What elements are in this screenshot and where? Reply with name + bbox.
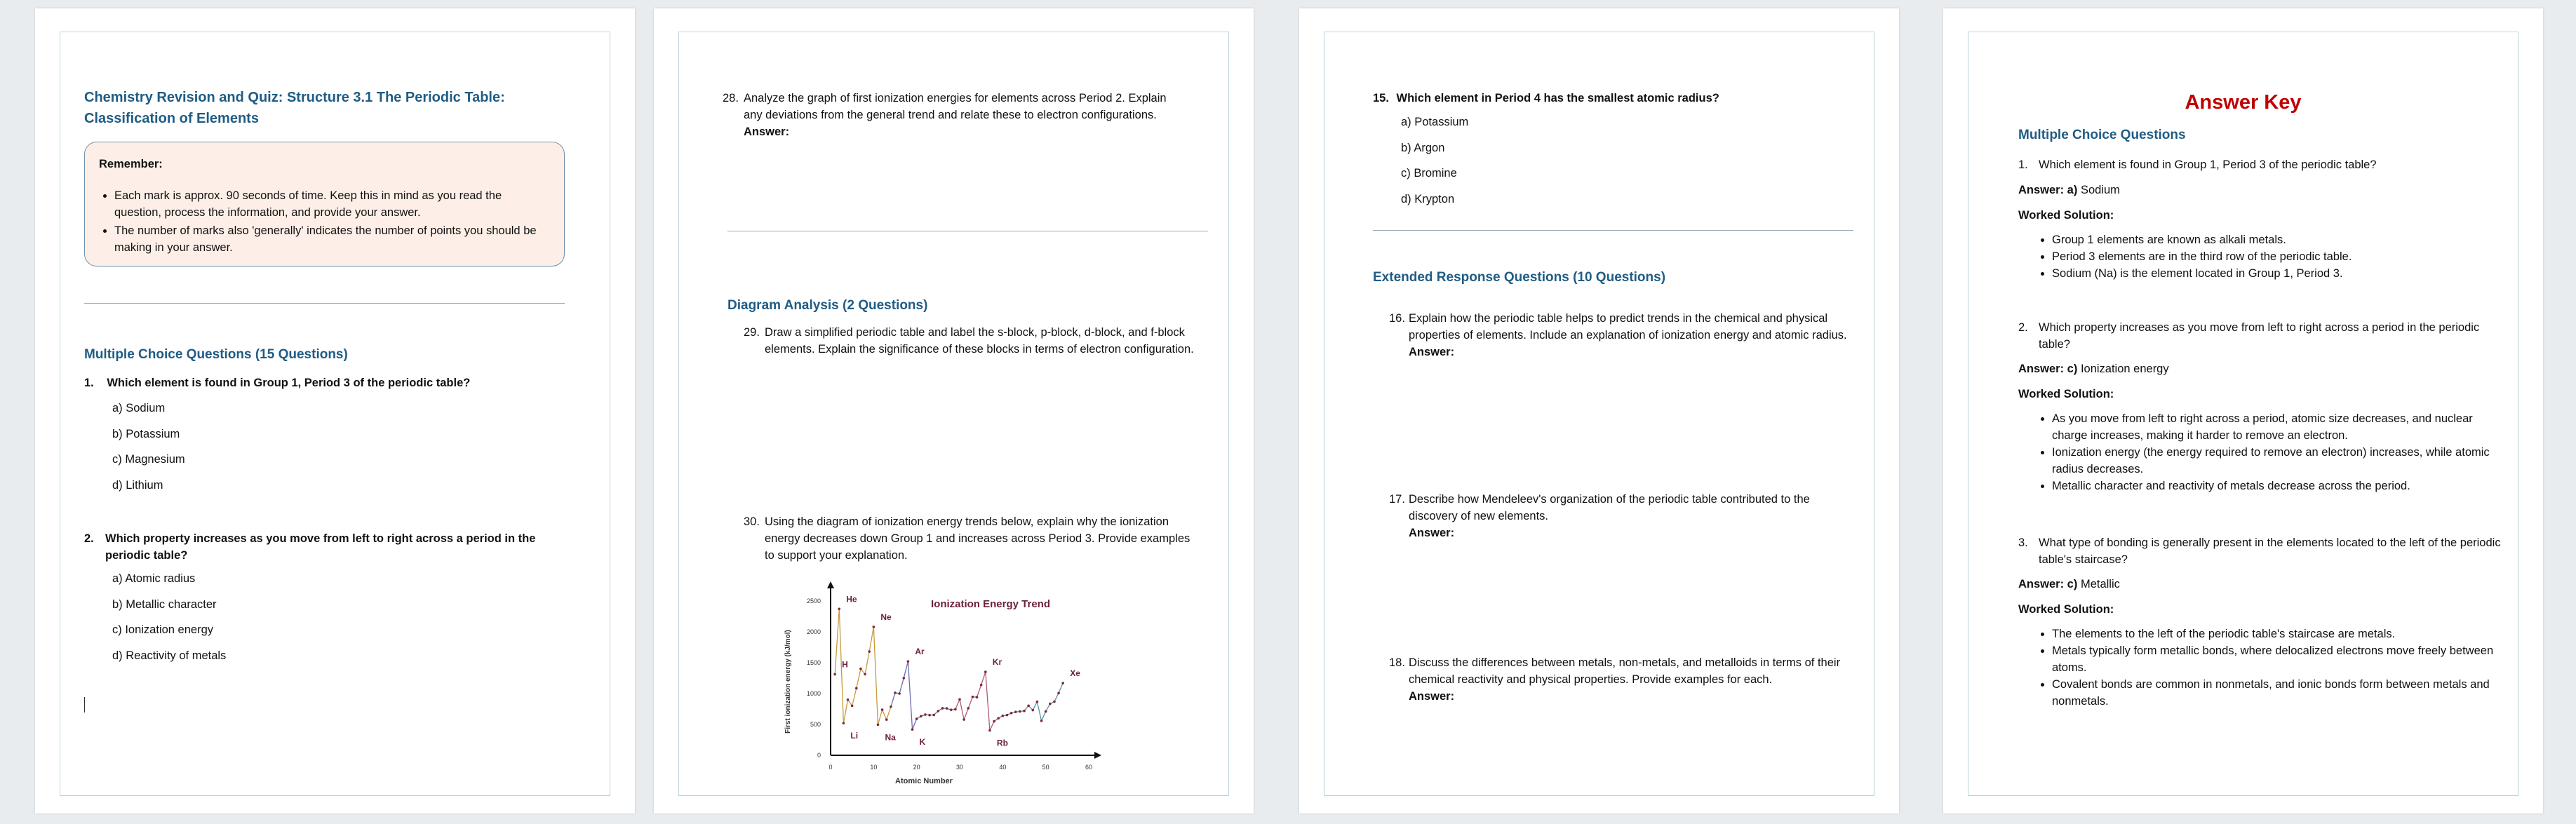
data-point xyxy=(907,660,910,663)
data-point xyxy=(932,714,935,717)
worked-solution-label: Worked Solution: xyxy=(2018,603,2114,616)
solution-point: • As you move from left to right across a period, atomic size decreases, and nuclear charge increases, making it harder to remove an electron. xyxy=(2052,410,2502,444)
solution-point: • Ionization energy (the energy required to remove an electron) increases, while atomic radius decreases. xyxy=(2052,444,2502,478)
data-point xyxy=(898,692,901,695)
question-2 xyxy=(84,530,547,564)
data-point xyxy=(920,715,923,717)
answer-key-title: Answer Key xyxy=(2185,91,2302,114)
divider xyxy=(84,303,565,304)
series-segment xyxy=(977,685,981,698)
option: a) Atomic radius xyxy=(112,572,196,585)
solution-point: • Covalent bonds are common in nonmetals, and ionic bonds form between metals and nonmetals. xyxy=(2052,676,2502,710)
question-number: 30. xyxy=(744,515,760,528)
question-29 xyxy=(744,324,1200,358)
solution-point: • Period 3 elements are in the third row of the periodic table. xyxy=(2052,248,2502,265)
question-number: 3. xyxy=(2018,536,2028,549)
data-point xyxy=(954,708,957,711)
data-point xyxy=(993,720,995,723)
question-text: Describe how Mendeleev's organization of the periodic table contributed to the discovery of new elements. xyxy=(1409,493,1810,522)
question-text: What type of bonding is generally present in the elements located to the left of the periodic table's staircase? xyxy=(2039,536,2501,566)
series-segment xyxy=(955,699,960,709)
series-segment xyxy=(887,707,891,720)
series-segment xyxy=(899,678,904,694)
x-tick-label: 0 xyxy=(829,764,833,771)
data-label: Ar xyxy=(915,647,925,657)
series-segment xyxy=(891,693,895,707)
chart-ylabel: First ionization energy (kJ/mol) xyxy=(784,630,792,734)
remember-heading: Remember: xyxy=(99,158,163,170)
divider xyxy=(1373,230,1853,231)
answer-value: Metallic xyxy=(2077,578,2120,590)
worked-solution-list xyxy=(2052,626,2502,710)
series-segment xyxy=(843,700,847,723)
data-point xyxy=(1006,714,1009,717)
x-tick-label: 20 xyxy=(913,764,920,771)
data-label: K xyxy=(919,737,926,748)
question-18 xyxy=(1389,654,1858,705)
option: d) Lithium xyxy=(112,479,163,492)
data-point xyxy=(1031,709,1034,712)
data-point xyxy=(1027,704,1030,707)
data-point xyxy=(911,728,914,731)
chart-title: Ionization Energy Trend xyxy=(930,598,1051,610)
mcq-heading: Multiple Choice Questions (15 Questions) xyxy=(84,347,348,362)
question-text: Which property increases as you move from left to right across a period in the periodic table? xyxy=(2039,321,2480,351)
data-point xyxy=(1010,712,1013,715)
x-tick-label: 10 xyxy=(870,764,878,771)
series-segment xyxy=(990,722,994,731)
answer-value: Sodium xyxy=(2077,184,2120,196)
document-title: Chemistry Revision and Quiz: Structure 3.1 The Periodic Table: Classification of Elements xyxy=(84,90,505,126)
text-cursor[interactable] xyxy=(84,697,85,712)
series-segment xyxy=(1037,702,1041,721)
worked-solution-list xyxy=(2052,231,2502,282)
data-point xyxy=(980,684,983,687)
answer-key-item-1 xyxy=(2018,156,2502,282)
question-1 xyxy=(84,374,575,391)
answer-label: Answer: xyxy=(1409,346,1455,358)
question-number: 2. xyxy=(2018,321,2028,334)
data-point xyxy=(997,717,1000,720)
series-segment xyxy=(1059,683,1063,693)
series-segment xyxy=(883,710,887,720)
y-axis-arrow xyxy=(827,581,834,588)
option: b) Metallic character xyxy=(112,598,217,611)
solution-point: • Metals typically form metallic bonds, where delocalized electrons move freely between atoms. xyxy=(2052,642,2502,676)
worked-solution-label: Worked Solution: xyxy=(2018,209,2114,222)
remember-box xyxy=(84,142,565,266)
data-point xyxy=(1023,710,1026,712)
y-tick-label: 2500 xyxy=(806,597,821,605)
data-point xyxy=(915,717,918,720)
question-number: 17. xyxy=(1389,493,1405,506)
series-segment xyxy=(904,661,908,678)
page-3 xyxy=(1299,8,1899,813)
solution-point: • Metallic character and reactivity of metals decrease across the period. xyxy=(2052,478,2502,494)
data-point xyxy=(950,708,953,711)
data-point xyxy=(1002,715,1005,717)
data-point xyxy=(1014,710,1017,713)
option: b) Argon xyxy=(1401,142,1445,154)
extended-heading: Extended Response Questions (10 Questions) xyxy=(1373,270,1666,285)
option: c) Magnesium xyxy=(112,453,185,466)
question-text: Which element is found in Group 1, Period 3 of the periodic table? xyxy=(2039,158,2377,171)
data-point xyxy=(847,698,850,701)
answer-value: Ionization energy xyxy=(2077,363,2169,375)
data-point xyxy=(928,714,931,717)
data-point xyxy=(881,708,884,711)
answer-label: Answer: xyxy=(1409,527,1455,539)
data-point xyxy=(843,722,845,724)
question-text: Which property increases as you move from left to right across a period in the periodic table? xyxy=(105,532,536,562)
data-label: Rb xyxy=(996,738,1008,748)
question-number: 16. xyxy=(1389,312,1405,325)
question-30 xyxy=(744,513,1200,564)
question-text: Using the diagram of ionization energy trends below, explain why the ionization energy decreases down Group 1 and increases across Period 3. Provide examples to support your explanation. xyxy=(765,515,1190,562)
data-point xyxy=(855,687,858,690)
series-segment xyxy=(878,710,882,724)
answer-key-mcq-heading: Multiple Choice Questions xyxy=(2018,128,2186,142)
x-tick-label: 50 xyxy=(1042,764,1049,771)
ionization-energy-chart xyxy=(780,569,1110,790)
answer-label: Answer: xyxy=(1409,690,1455,703)
data-point xyxy=(984,670,987,673)
answer-key-item-3 xyxy=(2018,534,2502,710)
remember-list xyxy=(114,187,549,256)
question-text: Which element is found in Group 1, Period 3 of the periodic table? xyxy=(107,377,471,389)
question-28 xyxy=(723,90,1186,140)
series-segment xyxy=(869,627,873,651)
data-point xyxy=(873,626,876,628)
answer-label: Answer: c) xyxy=(2018,363,2078,375)
x-tick-label: 30 xyxy=(955,764,964,771)
question-number: 1. xyxy=(84,377,94,389)
series-segment xyxy=(913,719,917,729)
data-label: Kr xyxy=(992,657,1002,668)
data-point xyxy=(976,696,979,698)
page-4 xyxy=(1943,8,2543,813)
data-point xyxy=(988,729,991,732)
worked-solution-label: Worked Solution: xyxy=(2018,388,2114,400)
data-label: Ne xyxy=(880,612,892,622)
option: d) Krypton xyxy=(1401,193,1455,205)
series-segment xyxy=(852,688,857,705)
series-segment xyxy=(1046,704,1050,712)
y-tick-label: 1000 xyxy=(806,690,821,697)
option: d) Reactivity of metals xyxy=(112,649,227,662)
data-label: H xyxy=(842,659,848,670)
question-text: Analyze the graph of first ionization energies for elements across Period 2. Explain any deviations from the general trend and relate these to electron configurations. xyxy=(744,92,1167,121)
series-segment xyxy=(908,661,912,729)
chart-xlabel: Atomic Number xyxy=(895,777,953,785)
data-label: Xe xyxy=(1070,668,1080,679)
series-segment xyxy=(835,609,839,674)
option: c) Bromine xyxy=(1401,167,1457,180)
series-segment xyxy=(865,651,869,674)
page-2 xyxy=(654,8,1254,813)
data-point xyxy=(967,707,970,710)
chart-series xyxy=(833,607,1064,731)
option: a) Sodium xyxy=(112,402,166,414)
series-segment xyxy=(1042,712,1046,721)
solution-point: • The elements to the left of the periodic table's staircase are metals. xyxy=(2052,626,2502,642)
series-segment xyxy=(986,672,990,730)
data-label: He xyxy=(846,594,857,605)
data-point xyxy=(958,698,961,701)
data-label: Na xyxy=(885,732,896,743)
series-segment xyxy=(960,699,964,720)
data-point xyxy=(1049,703,1052,705)
data-point xyxy=(1036,701,1039,703)
question-16 xyxy=(1389,310,1858,360)
question-17 xyxy=(1389,491,1858,541)
diagram-heading: Diagram Analysis (2 Questions) xyxy=(727,298,928,313)
data-point xyxy=(1040,720,1043,722)
solution-point: • Sodium (Na) is the element located in Group 1, Period 3. xyxy=(2052,265,2502,282)
question-15 xyxy=(1373,90,1836,107)
series-segment xyxy=(857,669,861,689)
data-point xyxy=(1019,710,1021,713)
answer-label: Answer: xyxy=(744,126,790,138)
remember-point: • Each mark is approx. 90 seconds of time. Keep this in mind as you read the question, process the information, and provide your answer. xyxy=(114,187,549,221)
remember-point: • The number of marks also 'generally' indicates the number of points you should be making in your answer. xyxy=(114,222,549,256)
solution-point: • Group 1 elements are known as alkali metals. xyxy=(2052,231,2502,248)
option: b) Potassium xyxy=(112,428,180,440)
question-text: Explain how the periodic table helps to predict trends in the chemical and physical properties of elements. Include an explanation of ionization energy and atomic radius. xyxy=(1409,312,1847,342)
data-point xyxy=(902,677,905,680)
page-1 xyxy=(35,8,635,813)
y-tick-label: 0 xyxy=(817,752,821,759)
question-number: 28. xyxy=(723,92,739,104)
answer-label: Answer: a) xyxy=(2018,184,2078,196)
question-number: 18. xyxy=(1389,656,1405,669)
x-tick-label: 40 xyxy=(999,764,1007,771)
data-point xyxy=(864,673,866,676)
question-number: 2. xyxy=(84,532,94,545)
y-tick-label: 1500 xyxy=(806,659,821,666)
data-point xyxy=(859,668,862,670)
data-point xyxy=(868,650,871,653)
data-point xyxy=(1053,701,1056,703)
data-point xyxy=(851,705,854,708)
question-number: 29. xyxy=(744,326,760,339)
series-segment xyxy=(1054,693,1059,701)
worked-solution-list xyxy=(2052,410,2502,494)
chart-ticks xyxy=(807,597,1092,771)
data-point xyxy=(937,710,940,712)
question-text: Draw a simplified periodic table and label the s-block, p-block, d-block, and f-block elements. Explain the significance of these blocks in terms of electron configuration. xyxy=(765,326,1194,356)
question-text: Which element in Period 4 has the smallest atomic radius? xyxy=(1396,92,1719,104)
series-segment xyxy=(1033,702,1037,710)
data-point xyxy=(877,724,880,727)
data-point xyxy=(833,673,836,676)
data-point xyxy=(1057,691,1060,694)
question-text: Discuss the differences between metals, non-metals, and metalloids in terms of their chemical reactivity and physical properties. Provide examples for each. xyxy=(1409,656,1841,686)
series-segment xyxy=(964,708,968,720)
y-tick-label: 2000 xyxy=(806,628,821,635)
series-segment xyxy=(968,697,972,708)
data-point xyxy=(838,607,840,610)
series-segment xyxy=(981,672,986,685)
data-point xyxy=(941,707,944,710)
data-point xyxy=(962,718,965,721)
data-point xyxy=(972,696,974,698)
option: c) Ionization energy xyxy=(112,623,213,636)
x-tick-label: 60 xyxy=(1085,764,1093,771)
answer-key-item-2 xyxy=(2018,319,2502,494)
answer-label: Answer: c) xyxy=(2018,578,2078,590)
question-number: 1. xyxy=(2018,158,2028,171)
data-point xyxy=(890,705,892,708)
data-point xyxy=(1045,710,1047,713)
x-axis-arrow xyxy=(1094,752,1101,759)
data-point xyxy=(1061,682,1064,684)
question-number: 15. xyxy=(1373,92,1389,104)
data-point xyxy=(946,707,948,710)
data-point xyxy=(894,691,897,694)
series-segment xyxy=(873,627,878,724)
data-label: Li xyxy=(850,731,859,741)
y-tick-label: 500 xyxy=(810,721,821,728)
data-point xyxy=(924,713,927,716)
option: a) Potassium xyxy=(1401,116,1469,128)
data-point xyxy=(885,718,888,721)
